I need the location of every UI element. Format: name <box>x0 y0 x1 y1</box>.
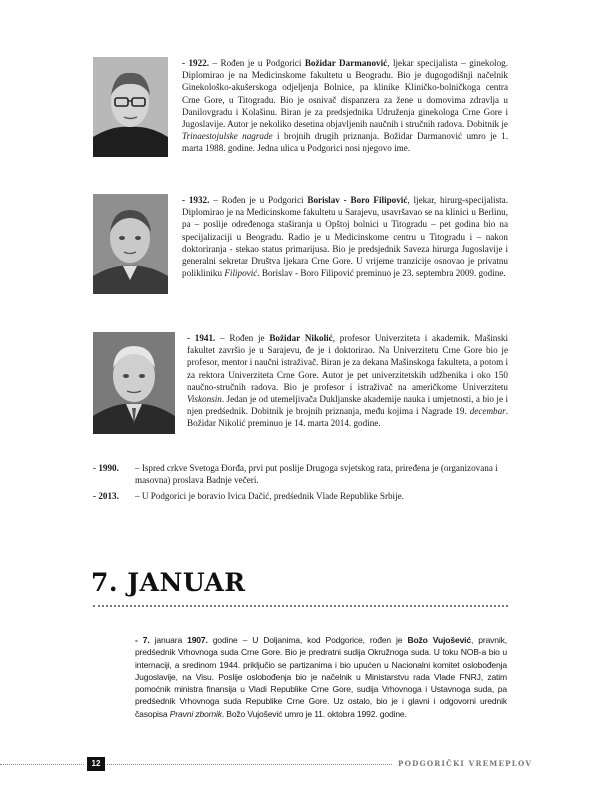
portrait-illustration <box>93 57 168 157</box>
entry-year: - 2013. <box>93 491 119 501</box>
entry-1907 <box>135 634 507 720</box>
entry-dash: – Rođen je <box>215 333 270 343</box>
entry-dash: – Rođen je u Podgorici <box>209 58 305 68</box>
entry-text: , ljekar, hirurg-specijalista. Diplomirao je na Medicinskome fakultetu u Sarajevu, usavršavao se na klinici u Berlinu, pa – poslije određenoga staširanja u Opštoj bolnici u Titogradu – pet godina bio na specijalizaciji u Beogradu. Radio je u Medicinskome centru u Titogradu i – nakon doktoriranja - stekao status primarijusa. Bio je predsjednik Saveza hirurga Jugoslavije i generalni sekretar Društva ljekara Crne Gore. U vrijeme tranzicije osnovao je privatnu polikliniku <box>182 195 509 279</box>
entry-year: - 1932. <box>182 195 210 205</box>
entry-text: i brojnih drugih priznanja. Božidar Darmanović umro je 1. marta 1988. godine. Jedna ulica u Podgorici nosi njegovo ime. <box>182 131 508 154</box>
portrait-illustration <box>93 332 175 434</box>
entry-text: , pravnik, predśednik Vrhovnoga suda Crne Gore. Bio je predratni sudija Okružnoga suda. U toku NOB-a bio u internaciji, a sredinom 1944. priključio se partizanima i bio upućen u Nacionalni komitet oslobođenja Jugoslavije, na Visu. Poslije oslobođenja bio je načelnik u Ministarstvu rada Vlade FNRJ, zatim pomoćnik ministra finansija u Vladi Republike Crne Gore, sudija Vrhovnoga i Ustavnoga suda, pa predśednik Vrhovnoga suda Republike Crne Gore. Uz ostalo, bio je i glavni i odgovorni urednik časopisa <box>135 635 507 719</box>
entry-year: - 1941. <box>187 333 216 343</box>
footer-divider-right <box>107 764 392 765</box>
heading-divider <box>93 605 508 607</box>
award-name: decembar <box>469 406 506 417</box>
journal-name: Pravni zbornik <box>169 708 222 719</box>
entry-2013 <box>93 490 508 504</box>
portrait-illustration <box>93 194 168 294</box>
entry-text: , profesor Univerziteta i akademik. Mašinski fakultet završio je u Sarajevu, đe je i doktorirao. Na Univerzitetu Crne Gore bio je profesor, mentor i naučni istraživač. Biran je za dekana Mašinskoga fakulteta, a potom i za rektora Univerziteta Crne Gore. Autor je pet univerzitetskih udžbenika i oko 150 naučno-stručnih radova. Bio je profesor i istraživač na američkome Univerzitetu <box>187 333 509 392</box>
entry-1922 <box>182 57 508 155</box>
entry-date-text: januara <box>149 635 188 645</box>
entry-year: - 1922. <box>182 58 210 68</box>
person-name: Božidar Nikolić <box>269 333 333 343</box>
person-name: Borislav - Boro Filipović <box>307 195 408 205</box>
entry-text: . Jedan je od utemeljivača Dukljanske akademije nauka i umjetnosti, a bio je i njen predśednik. Dobitnik je brojnih priznanja, među kojima i Nagrade 19. <box>187 394 508 417</box>
page-number: 12 <box>87 757 105 771</box>
portrait-photo-filipovic <box>93 194 168 294</box>
award-name: Trinaestojulske nagrade <box>182 131 273 142</box>
footer-divider-left <box>0 764 84 765</box>
entry-text: . Božo Vujošević umro je 11. oktobra 1992. godine. <box>221 708 407 719</box>
running-title: PODGORIČKI VREMEPLOV <box>398 759 533 768</box>
entry-1990 <box>93 462 508 488</box>
clinic-name: Filipović <box>224 268 258 279</box>
entry-text: . Božidar Nikolić preminuo je 14. marta 2014. godine. <box>187 406 508 429</box>
entry-text: , ljekar specijalista – ginekolog. Diplomirao je na Medicinskome fakultetu u Beogradu. Bio je dugogodišnji načelnik Ginekološko-akušerskoga odjeljenja Bolnice, pa klinike Kliničko-bolničkoga centra Crne Gore, u Titogradu. Bio je osnivač dispanzera za žene u domovima zdravlja u Danilovgradu i Kolašinu. Biran je za predsjednika Udruženja ginekologa Crne Gore i Jugoslavije. Autor je nekoliko desetina objavljenih naučnih i stručnih radova. Dobitnik je <box>182 58 508 130</box>
entry-text: . Borislav - Boro Filipović preminuo je 23. septembra 2009. godine. <box>257 268 506 279</box>
entry-year: 1907. <box>187 635 208 645</box>
entry-1941 <box>187 332 508 430</box>
section-heading: 7. JANUAR <box>91 568 246 597</box>
entry-text: – Ispred crkve Svetoga Đorđa, prvi put poslije Drugoga svjetskog rata, priređena je (organizovana i masovna) proslava Badnje večeri. <box>135 463 498 486</box>
portrait-photo-darmanovic <box>93 57 168 157</box>
person-name: Božidar Darmanović <box>304 58 388 68</box>
entry-text: – U Podgorici je boravio Ivica Dačić, predśednik Vlade Republike Srbije. <box>135 491 404 501</box>
entry-year: - 1990. <box>93 463 119 473</box>
university-name: Viskonsin <box>187 394 222 405</box>
portrait-photo-nikolic <box>93 332 175 434</box>
entry-date: - 7. <box>135 635 150 645</box>
person-name: Božo Vujošević <box>407 635 472 645</box>
entry-1932 <box>182 194 508 279</box>
entry-text: godine – U Doljanima, kod Podgorice, rođen je <box>207 635 408 645</box>
entry-dash: – Rođen je u Podgorici <box>209 195 308 205</box>
